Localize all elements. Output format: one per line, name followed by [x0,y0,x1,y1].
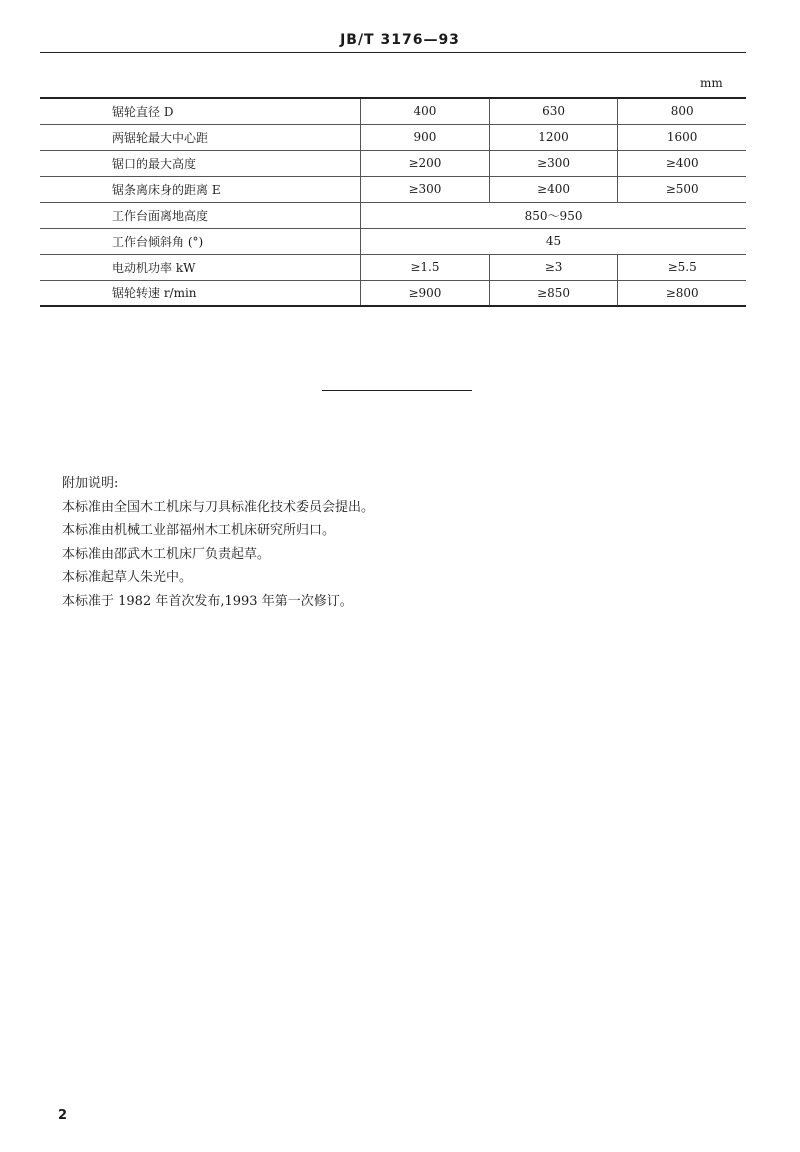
merged-cell-value: 850～950 [361,202,746,228]
cell-value: ≥300 [489,150,618,176]
row-label: 电动机功率 kW [40,254,361,280]
row-label: 锯轮直径 D [40,98,361,124]
table-row [40,98,746,124]
cell-value: ≥300 [361,176,490,202]
cell-value: 800 [618,98,746,124]
row-label: 两锯轮最大中心距 [40,124,361,150]
table-row [40,280,746,306]
table-row [40,150,746,176]
page-number: 2 [58,1108,68,1123]
notes-title: 附加说明: [62,476,119,491]
cell-value: ≥1.5 [361,254,490,280]
table-row [40,254,746,280]
specification-table [40,97,746,307]
merged-cell-value: 45 [361,228,746,254]
table-row [40,202,746,228]
standard-number: JB/T 3176—93 [340,32,460,48]
cell-value: 900 [361,124,490,150]
note-line: 本标准由邵武木工机床厂负责起草。 [62,546,271,562]
additional-notes [62,472,374,613]
table-unit: mm [700,76,723,90]
cell-value: ≥400 [489,176,618,202]
header-rule [40,52,746,53]
cell-value: ≥500 [618,176,746,202]
cell-value: ≥900 [361,280,490,306]
cell-value: ≥5.5 [618,254,746,280]
cell-value: ≥200 [361,150,490,176]
cell-value: ≥3 [489,254,618,280]
cell-value: ≥400 [618,150,746,176]
cell-value: ≥800 [618,280,746,306]
note-line: 本标准起草人朱光中。 [62,570,193,585]
table-row [40,176,746,202]
cell-value: 400 [361,98,490,124]
section-divider [322,390,472,391]
note-line: 本标准于 1982 年首次发布,1993 年第一次修订。 [62,593,353,609]
cell-value: 630 [489,98,618,124]
table-row [40,228,746,254]
note-line: 本标准由机械工业部福州木工机床研究所归口。 [62,523,336,538]
note-line: 本标准由全国木工机床与刀具标准化技术委员会提出。 [62,499,375,515]
row-label: 锯条离床身的距离 E [40,176,361,202]
cell-value: ≥850 [489,280,618,306]
row-label: 工作台面离地高度 [40,202,361,228]
row-label: 锯口的最大高度 [40,150,361,176]
row-label: 工作台倾斜角 (°) [40,228,361,254]
table-row [40,124,746,150]
cell-value: 1600 [618,124,746,150]
cell-value: 1200 [489,124,618,150]
row-label: 锯轮转速 r/min [40,280,361,306]
